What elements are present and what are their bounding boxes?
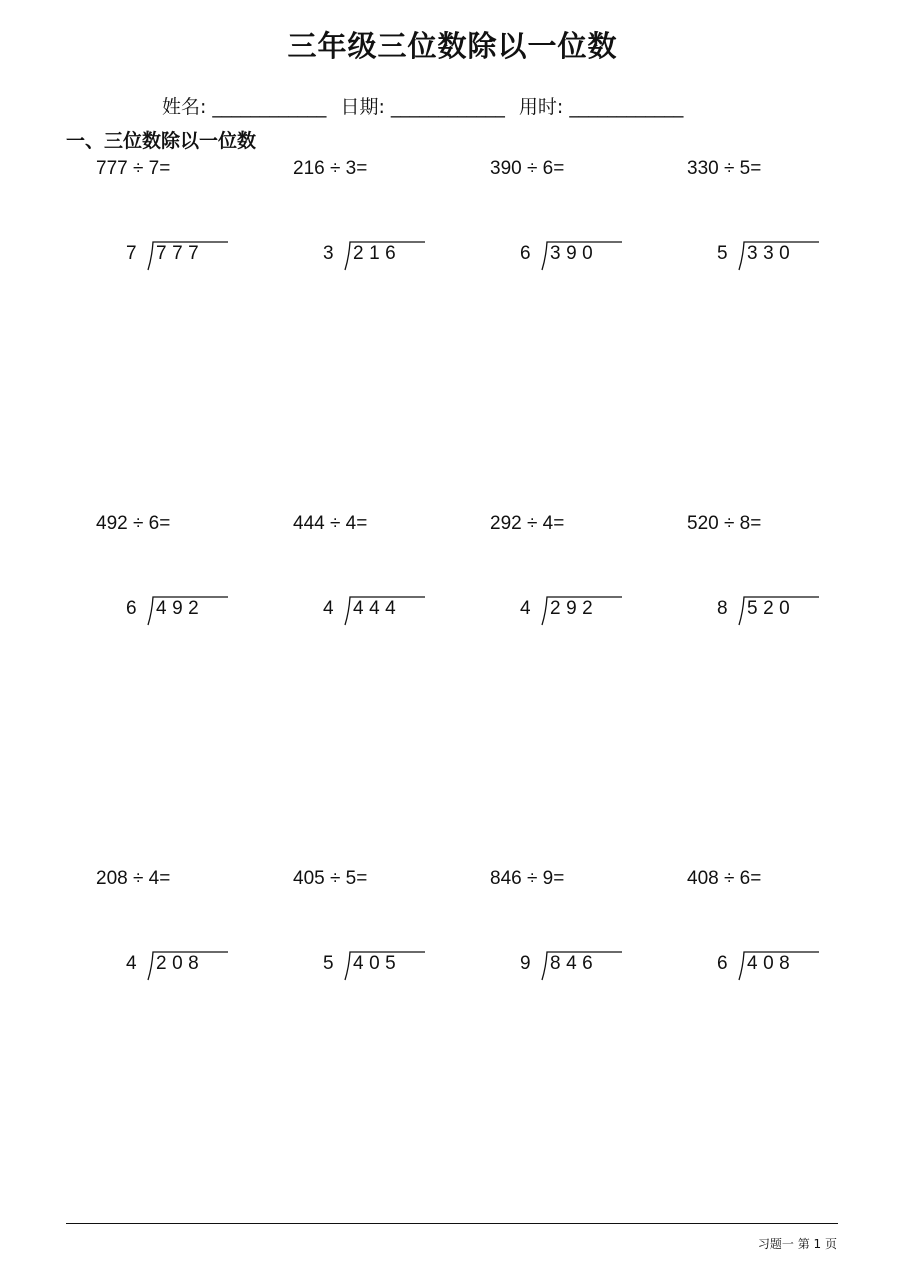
date-label: 日期: bbox=[340, 96, 385, 118]
dividend: 208 bbox=[156, 953, 205, 974]
date-blank: ____________ bbox=[390, 96, 505, 118]
name-blank: ____________ bbox=[212, 96, 327, 118]
dividend: 492 bbox=[156, 598, 205, 619]
problem-expression: 492 ÷ 6= bbox=[96, 513, 171, 534]
dividend: 405 bbox=[353, 953, 402, 974]
dividend: 520 bbox=[747, 598, 796, 619]
long-division-bracket[interactable] bbox=[126, 240, 236, 274]
problem-expression: 846 ÷ 9= bbox=[490, 868, 565, 889]
name-field[interactable] bbox=[162, 92, 326, 119]
divisor: 6 bbox=[126, 598, 137, 619]
dividend: 444 bbox=[353, 598, 402, 619]
divisor: 5 bbox=[717, 243, 728, 264]
dividend: 846 bbox=[550, 953, 599, 974]
dividend: 292 bbox=[550, 598, 599, 619]
problem-expression: 292 ÷ 4= bbox=[490, 513, 565, 534]
date-field[interactable] bbox=[340, 92, 504, 119]
divisor: 4 bbox=[520, 598, 531, 619]
long-division-bracket[interactable] bbox=[126, 950, 236, 984]
problem-expression: 330 ÷ 5= bbox=[687, 158, 762, 179]
name-label: 姓名: bbox=[162, 96, 207, 118]
time-label: 用时: bbox=[518, 96, 564, 118]
long-division-bracket[interactable] bbox=[323, 595, 433, 629]
divisor: 8 bbox=[717, 598, 728, 619]
footer-divider bbox=[66, 1223, 838, 1224]
divisor: 6 bbox=[717, 953, 728, 974]
problem-expression: 216 ÷ 3= bbox=[293, 158, 368, 179]
divisor: 9 bbox=[520, 953, 531, 974]
problem-expression: 777 ÷ 7= bbox=[96, 158, 171, 179]
dividend: 408 bbox=[747, 953, 796, 974]
long-division-bracket[interactable] bbox=[717, 950, 827, 984]
dividend: 330 bbox=[747, 243, 796, 264]
page-title: 三年级三位数除以一位数 bbox=[287, 29, 618, 63]
time-blank: ____________ bbox=[569, 96, 684, 118]
page-footer: 习题一 第 1 页 bbox=[757, 1237, 837, 1251]
divisor: 5 bbox=[323, 953, 334, 974]
long-division-bracket[interactable] bbox=[126, 595, 236, 629]
problem-expression: 408 ÷ 6= bbox=[687, 868, 762, 889]
divisor: 3 bbox=[323, 243, 334, 264]
dividend: 390 bbox=[550, 243, 599, 264]
problem-expression: 520 ÷ 8= bbox=[687, 513, 762, 534]
student-info-line bbox=[162, 92, 691, 119]
divisor: 7 bbox=[126, 243, 137, 264]
divisor: 4 bbox=[126, 953, 137, 974]
long-division-bracket[interactable] bbox=[520, 950, 630, 984]
long-division-bracket[interactable] bbox=[520, 595, 630, 629]
long-division-bracket[interactable] bbox=[717, 595, 827, 629]
problem-expression: 208 ÷ 4= bbox=[96, 868, 171, 889]
problem-expression: 444 ÷ 4= bbox=[293, 513, 368, 534]
dividend: 777 bbox=[156, 243, 205, 264]
problem-expression: 390 ÷ 6= bbox=[490, 158, 565, 179]
long-division-bracket[interactable] bbox=[323, 950, 433, 984]
dividend: 216 bbox=[353, 243, 402, 264]
long-division-bracket[interactable] bbox=[520, 240, 630, 274]
divisor: 4 bbox=[323, 598, 334, 619]
long-division-bracket[interactable] bbox=[323, 240, 433, 274]
time-field[interactable] bbox=[519, 92, 683, 119]
section-title: 一、三位数除以一位数 bbox=[66, 130, 257, 152]
problem-expression: 405 ÷ 5= bbox=[293, 868, 368, 889]
divisor: 6 bbox=[520, 243, 531, 264]
long-division-bracket[interactable] bbox=[717, 240, 827, 274]
